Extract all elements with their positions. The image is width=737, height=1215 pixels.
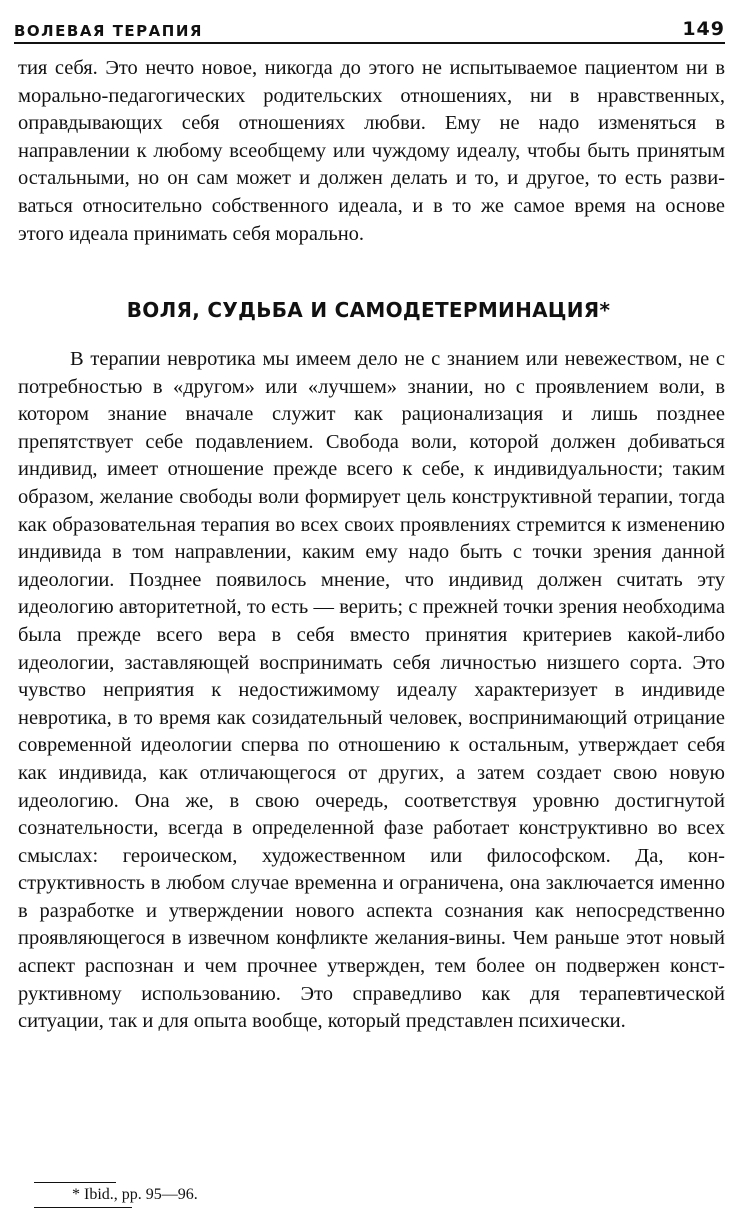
- continuation-paragraph: тия себя. Это нечто новое, никогда до этого не испытываемое пациентом ни в морально-педагогических родительских отношениях, ни в нравственных, оправдывающих себя отношениях любви. Ему не надо изменяться в направлении к любому всеобщему или чуждому идеалу, чтобы быть принятым остальными, но он сам может и должен делать и то, и другое, то есть развиваться относительно собственного идеала, и в то же самое время на основе этого идеала принимать себя морально.: [18, 57, 725, 245]
- main-paragraph: В терапии невротика мы имеем дело не с знанием или невежеством, не с потребностью в «другом» или «лучшем» знании, но с проявлением воли, в котором знание вначале служит как рационализация и лишь позднее препятствует себе подавлением. Свобода воли, которой должен добиваться индивид, имеет отношение прежде всего к себе, к индивидуальности; таким образом, желание свободы воли формирует цель конструктивной терапии, тогда как образовательная терапия во всех своих проявлениях стремится к изменению индивида в том направлении, каким ему надо быть с точки зрения данной идеологии. Позднее появилось мнение, что индивид должен считать эту идеологию авторитетной, то есть — верить; с прежней точки зрения необходима была прежде всего вера в себя вместо принятия критериев какой-либо идеологии, заставляющей воспринимать себя личностью низшего сорта. Это чувство неприятия к недостижимому идеалу характеризует в индивиде невротика, в то время как созидательный человек, воспринимающий отрицание современной идеологии сперва по отношению к остальным, утверждает себя как индивида, как отличающегося от других, а затем создает свою новую идеологию. Она же, в свою очередь, соответствуя уровню достигнутой сознательности, всегда в определенной фазе работает конструктивно во всех смыслах: героическом, художественном или философском. Да, конструктивность в любом случае временна и ограничена, она заключается именно в разработке и утверждении нового аспекта сознания как непосредственно проявляющегося в извечном конфликте желания-вины. Чем раньше этот новый аспект распознан и чем прочнее утвержден, тем более он подвержен конструктивному использованию. Это справедливо как для терапевтической ситуации, так и для опыта вообще, который представлен психически.: [18, 348, 725, 1033]
- footnote: * Ibid., pp. 95—96.: [72, 1186, 198, 1203]
- header-rule: [14, 42, 725, 44]
- main-paragraph-block: [18, 346, 725, 1036]
- section-heading: ВОЛЯ, СУДЬБА И САМОДЕТЕРМИНАЦИЯ*: [126, 298, 611, 322]
- footnote-underline: [34, 1207, 132, 1208]
- page-number: 149: [682, 18, 725, 40]
- continuation-paragraph-block: [18, 55, 725, 248]
- footnote-rule: [34, 1182, 116, 1183]
- running-header-title: ВОЛЕВАЯ ТЕРАПИЯ: [14, 22, 203, 40]
- running-header: [14, 14, 725, 40]
